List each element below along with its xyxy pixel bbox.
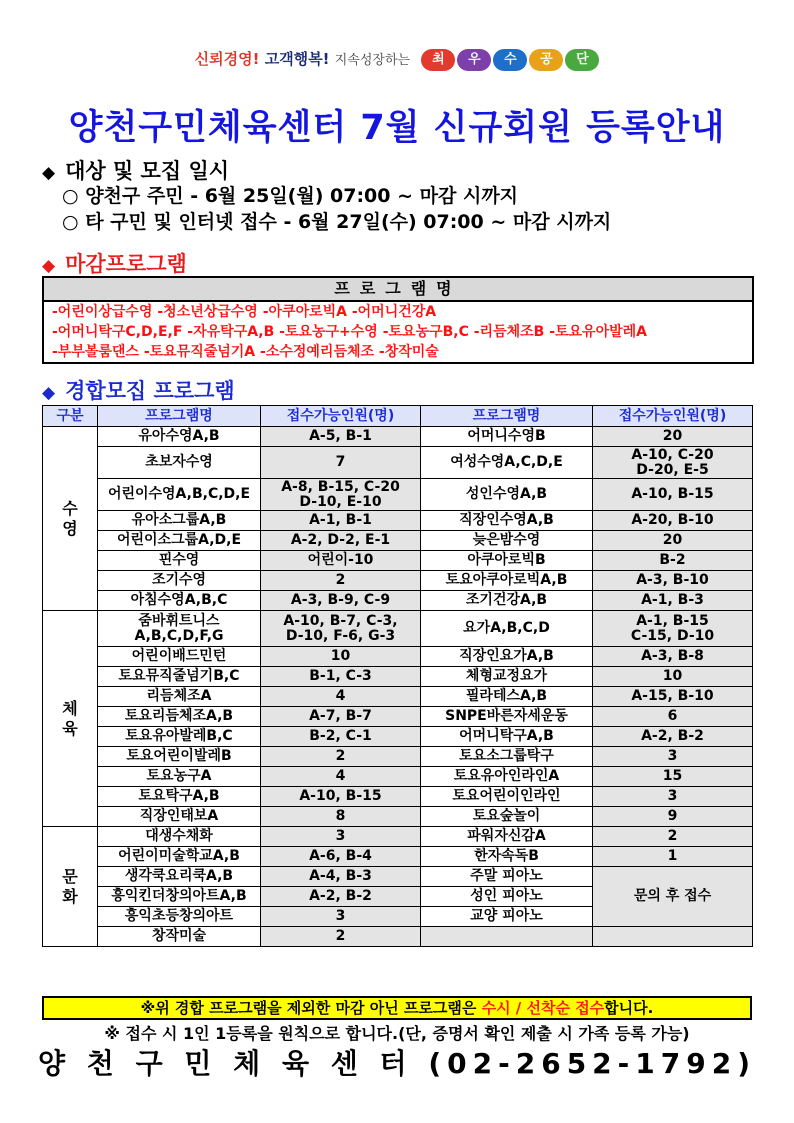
program-cell: 토요아쿠아로빅A,B <box>421 571 593 591</box>
program-cell: 교양 피아노 <box>421 907 593 927</box>
capacity-cell: 20 <box>593 531 753 551</box>
program-cell: 어머니수영B <box>421 427 593 447</box>
table-row <box>43 647 753 667</box>
diamond-icon: ◆ <box>42 163 56 183</box>
program-cell: 성인 피아노 <box>421 887 593 907</box>
capacity-cell: 3 <box>261 827 421 847</box>
slogan-part2: 고객행복! <box>264 50 330 68</box>
header-program: 프로그램명 <box>421 406 593 427</box>
program-cell: 핀수영 <box>98 551 261 571</box>
logo-char: 단 <box>565 49 599 71</box>
program-cell: 토요뮤직줄넘기B,C <box>98 667 261 687</box>
program-cell: 늦은밤수영 <box>421 531 593 551</box>
header-capacity: 접수가능인원(명) <box>593 406 753 427</box>
capacity-cell: B-2 <box>593 551 753 571</box>
capacity-cell: 3 <box>261 907 421 927</box>
program-cell: 어린이미술학교A,B <box>98 847 261 867</box>
table-row <box>43 611 753 647</box>
capacity-cell: 10 <box>593 667 753 687</box>
header-category: 구분 <box>43 406 98 427</box>
program-cell: 조기수영 <box>98 571 261 591</box>
program-cell: 토요소그룹탁구 <box>421 747 593 767</box>
capacity-cell: A-10, B-7, C-3, D-10, F-6, G-3 <box>261 611 421 647</box>
header-capacity: 접수가능인원(명) <box>261 406 421 427</box>
slogan-part1: 신뢰경영! <box>194 50 260 68</box>
program-cell <box>421 927 593 947</box>
table-row <box>43 687 753 707</box>
program-cell: 대생수채화 <box>98 827 261 847</box>
competitive-programs-table <box>42 405 753 947</box>
category-cell: 문 화 <box>43 827 98 947</box>
capacity-cell: 3 <box>593 747 753 767</box>
capacity-cell: 4 <box>261 767 421 787</box>
capacity-cell: 어린이-10 <box>261 551 421 571</box>
category-cell: 체 육 <box>43 611 98 827</box>
target-item-2: ○ 타 구민 및 인터넷 접수 - 6월 27일(수) 07:00 ~ 마감 시까지 <box>62 211 612 233</box>
table-row <box>43 511 753 531</box>
capacity-cell: A-2, B-2 <box>261 887 421 907</box>
logo-char: 최 <box>421 49 455 71</box>
capacity-cell: 10 <box>261 647 421 667</box>
capacity-cell: A-10, C-20 D-20, E-5 <box>593 447 753 479</box>
program-cell: 토요탁구A,B <box>98 787 261 807</box>
capacity-cell: A-15, B-10 <box>593 687 753 707</box>
capacity-cell: A-7, B-7 <box>261 707 421 727</box>
program-cell: 직장인요가A,B <box>421 647 593 667</box>
program-cell: 흥익킨더창의아트A,B <box>98 887 261 907</box>
program-cell: 파워자신감A <box>421 827 593 847</box>
table-row <box>43 571 753 591</box>
closed-programs-line: -어머니탁구C,D,E,F -자유탁구A,B -토요농구+수영 -토요농구B,C -리듬체조B -토요유아발레A <box>52 324 647 340</box>
capacity-cell: A-8, B-15, C-20 D-10, E-10 <box>261 479 421 511</box>
table-row <box>43 867 753 887</box>
program-cell: 토요어린이인라인 <box>421 787 593 807</box>
program-cell: 초보자수영 <box>98 447 261 479</box>
capacity-cell: 2 <box>261 571 421 591</box>
capacity-cell: 9 <box>593 807 753 827</box>
capacity-cell: 문의 후 접수 <box>593 867 753 927</box>
diamond-icon: ◆ <box>42 256 56 276</box>
capacity-cell: A-3, B-9, C-9 <box>261 591 421 611</box>
capacity-cell: A-10, B-15 <box>593 479 753 511</box>
closed-programs-line: -부부볼룸댄스 -토요뮤직줄넘기A -소수정예리듬체조 -창작미술 <box>52 344 439 360</box>
notice-highlight: 수시 / 선착순 접수 <box>481 999 605 1017</box>
header-program: 프로그램명 <box>98 406 261 427</box>
program-cell: 줌바휘트니스 A,B,C,D,F,G <box>98 611 261 647</box>
program-cell: 조기건강A,B <box>421 591 593 611</box>
program-cell: 직장인태보A <box>98 807 261 827</box>
target-item-1: ○ 양천구 주민 - 6월 25일(월) 07:00 ~ 마감 시까지 <box>62 185 519 207</box>
capacity-cell: A-5, B-1 <box>261 427 421 447</box>
program-cell: 토요리듬체조A,B <box>98 707 261 727</box>
capacity-cell: 2 <box>261 747 421 767</box>
table-row <box>43 767 753 787</box>
capacity-cell: 7 <box>261 447 421 479</box>
program-cell: 아침수영A,B,C <box>98 591 261 611</box>
program-cell: 생각쿡요리쿡A,B <box>98 867 261 887</box>
program-cell: 흥익초등창의아트 <box>98 907 261 927</box>
capacity-cell: A-2, D-2, E-1 <box>261 531 421 551</box>
program-cell: 토요유아발레B,C <box>98 727 261 747</box>
program-cell: 주말 피아노 <box>421 867 593 887</box>
table-row <box>43 727 753 747</box>
capacity-cell: 1 <box>593 847 753 867</box>
capacity-cell: 3 <box>593 787 753 807</box>
table-row <box>43 667 753 687</box>
capacity-cell: A-3, B-8 <box>593 647 753 667</box>
capacity-cell: 2 <box>593 827 753 847</box>
table-row <box>43 707 753 727</box>
program-cell: 리듬체조A <box>98 687 261 707</box>
table-row <box>43 531 753 551</box>
capacity-cell: A-2, B-2 <box>593 727 753 747</box>
table-row <box>43 479 753 511</box>
capacity-cell <box>593 927 753 947</box>
capacity-cell: 8 <box>261 807 421 827</box>
capacity-cell: A-1, B-15 C-15, D-10 <box>593 611 753 647</box>
table-row <box>43 787 753 807</box>
slogan-part3: 지속성장하는 <box>334 53 411 68</box>
program-cell: 직장인수영A,B <box>421 511 593 531</box>
table-row <box>43 447 753 479</box>
program-cell: 토요유아인라인A <box>421 767 593 787</box>
capacity-cell: A-1, B-1 <box>261 511 421 531</box>
table-row <box>43 591 753 611</box>
capacity-cell: A-10, B-15 <box>261 787 421 807</box>
capacity-cell: 20 <box>593 427 753 447</box>
program-cell: 여성수영A,C,D,E <box>421 447 593 479</box>
capacity-cell: 2 <box>261 927 421 947</box>
section-closed-heading <box>42 248 187 278</box>
table-row <box>43 427 753 447</box>
capacity-cell: A-1, B-3 <box>593 591 753 611</box>
program-cell: 토요어린이발레B <box>98 747 261 767</box>
capacity-cell: A-6, B-4 <box>261 847 421 867</box>
logo-char: 우 <box>457 49 491 71</box>
section-competitive-heading <box>42 375 235 405</box>
program-cell: 어린이수영A,B,C,D,E <box>98 479 261 511</box>
table-row <box>43 747 753 767</box>
table-row <box>43 927 753 947</box>
notice-text: ※위 경합 프로그램을 제외한 마감 아닌 프로그램은 <box>140 999 482 1017</box>
program-cell: 토요숲놀이 <box>421 807 593 827</box>
program-cell: 유아소그룹A,B <box>98 511 261 531</box>
program-cell: 아쿠아로빅B <box>421 551 593 571</box>
program-cell: 어머니탁구A,B <box>421 727 593 747</box>
category-cell: 수 영 <box>43 427 98 611</box>
table-row <box>43 847 753 867</box>
center-name-phone: 양 천 구 민 체 육 센 터 (02-2652-1792) <box>37 1047 757 1080</box>
program-cell: 요가A,B,C,D <box>421 611 593 647</box>
capacity-cell: 4 <box>261 687 421 707</box>
capacity-cell: 6 <box>593 707 753 727</box>
program-cell: 유아수영A,B <box>98 427 261 447</box>
capacity-cell: A-4, B-3 <box>261 867 421 887</box>
section-competitive-heading-text: 경합모집 프로그램 <box>65 379 235 403</box>
slogan <box>0 48 794 71</box>
table-row <box>43 827 753 847</box>
capacity-cell: B-1, C-3 <box>261 667 421 687</box>
program-cell: 토요농구A <box>98 767 261 787</box>
capacity-cell: B-2, C-1 <box>261 727 421 747</box>
notice-text-end: 합니다. <box>604 999 654 1017</box>
closed-programs-line: -어린이상급수영 -청소년상급수영 -아쿠아로빅A -어머니건강A <box>52 304 437 320</box>
program-cell: 한자속독B <box>421 847 593 867</box>
capacity-cell: 15 <box>593 767 753 787</box>
program-cell: SNPE바른자세운동 <box>421 707 593 727</box>
organization-logo <box>419 49 599 71</box>
logo-char: 공 <box>529 49 563 71</box>
section-closed-heading-text: 마감프로그램 <box>65 252 187 276</box>
program-cell: 체형교정요가 <box>421 667 593 687</box>
table-row <box>43 551 753 571</box>
logo-char: 수 <box>493 49 527 71</box>
registration-rule: ※ 접수 시 1인 1등록을 원칙으로 합니다.(단, 증명서 확인 제출 시 가족 등록 가능) <box>104 1024 690 1043</box>
diamond-icon: ◆ <box>42 383 56 403</box>
page-title: 양천구민체육센터 7월 신규회원 등록안내 <box>68 108 726 148</box>
table-header-row <box>43 406 753 427</box>
section-target-heading-text: 대상 및 모집 일시 <box>65 159 230 183</box>
table-row <box>43 807 753 827</box>
program-cell: 창작미술 <box>98 927 261 947</box>
notice-banner <box>42 996 752 1020</box>
closed-programs-box <box>42 276 754 364</box>
program-cell: 어린이배드민턴 <box>98 647 261 667</box>
program-cell: 필라테스A,B <box>421 687 593 707</box>
program-cell: 성인수영A,B <box>421 479 593 511</box>
program-cell: 어린이소그룹A,D,E <box>98 531 261 551</box>
capacity-cell: A-20, B-10 <box>593 511 753 531</box>
capacity-cell: A-3, B-10 <box>593 571 753 591</box>
closed-programs-header: 프로그램명 <box>44 278 752 302</box>
